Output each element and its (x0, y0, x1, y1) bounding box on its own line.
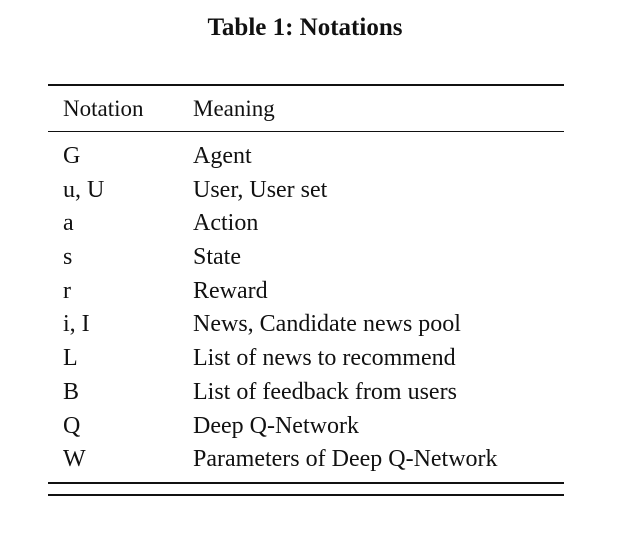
notation-cell: i, I (63, 311, 90, 338)
table-body (0, 139, 638, 476)
meaning-cell: News, Candidate news pool (193, 311, 461, 338)
table-row (0, 442, 638, 476)
header-meaning: Meaning (193, 96, 275, 121)
notation-cell: B (63, 378, 80, 405)
table-row (0, 409, 638, 443)
top-rule (48, 84, 564, 86)
meaning-cell: State (193, 244, 241, 271)
meaning-cell: List of news to recommend (193, 345, 456, 372)
notation-cell: r (63, 277, 71, 304)
meaning-cell: Parameters of Deep Q-Network (193, 446, 498, 473)
table-caption: Table 1: Notations (207, 14, 403, 41)
table-row (0, 375, 638, 409)
table-row (0, 206, 638, 240)
bottom-rule-lower (48, 494, 564, 496)
meaning-cell: List of feedback from users (193, 378, 457, 405)
notation-cell: G (63, 143, 81, 169)
table-row (0, 240, 638, 274)
table-row (0, 341, 638, 375)
notation-cell: Q (63, 412, 81, 439)
notation-cell: W (63, 446, 86, 473)
notation-cell: L (63, 345, 78, 372)
table-row (0, 274, 638, 308)
header-rule (48, 131, 564, 132)
meaning-cell: User, User set (193, 176, 328, 203)
table-row (0, 307, 638, 341)
header-notation: Notation (63, 96, 144, 121)
notation-cell: u, U (63, 176, 105, 203)
bottom-rule-upper (48, 482, 564, 484)
table-row (0, 173, 638, 207)
meaning-cell: Action (193, 210, 259, 237)
meaning-cell: Agent (193, 143, 252, 169)
table-header-row (0, 92, 638, 126)
notation-cell: a (63, 210, 74, 237)
meaning-cell: Reward (193, 277, 268, 304)
notation-cell: s (63, 244, 73, 271)
meaning-cell: Deep Q-Network (193, 412, 359, 439)
table-row (0, 139, 638, 173)
